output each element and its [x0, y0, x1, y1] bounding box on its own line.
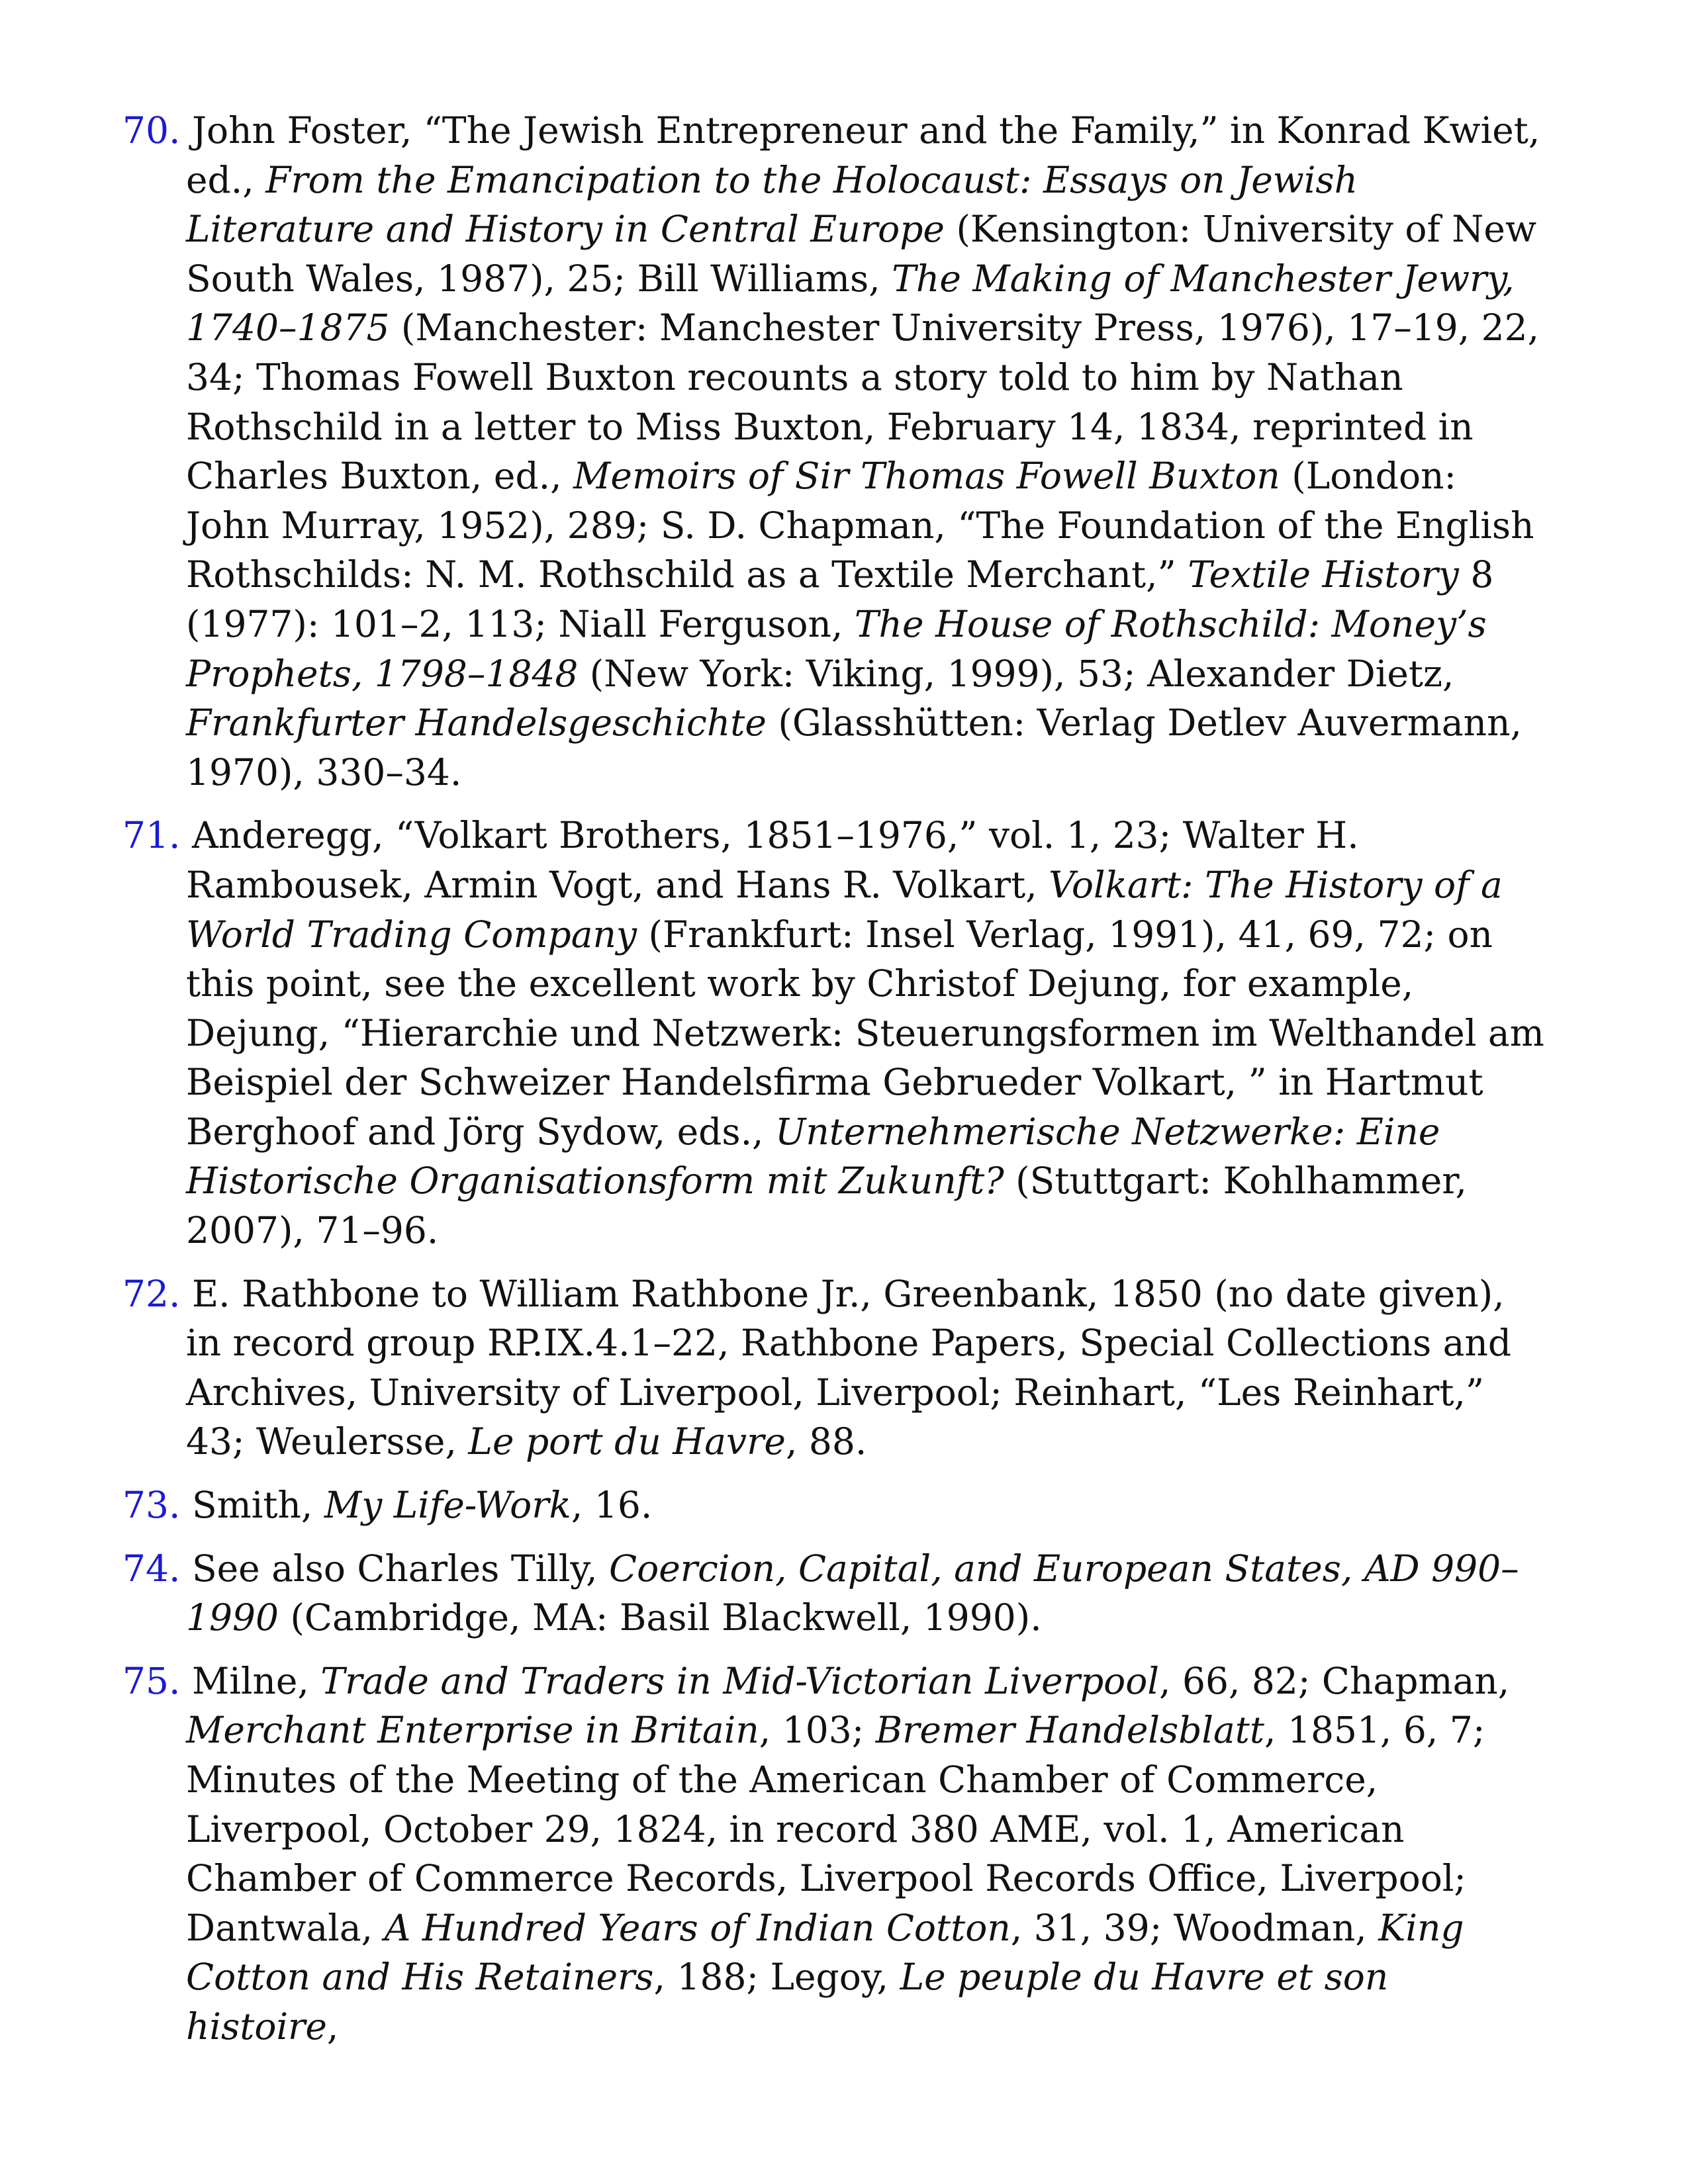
note-number-text[interactable]: 74.	[122, 1547, 181, 1590]
note-number-link[interactable]	[122, 1660, 180, 1702]
note-number-link[interactable]	[122, 1273, 180, 1315]
note-title: Frankfurter Handelsgeschichte	[186, 702, 767, 745]
note-number-link[interactable]	[122, 1547, 180, 1590]
note-title: Memoirs of Sir Thomas Fowell Buxton	[573, 455, 1280, 498]
note-text: ,	[326, 2005, 339, 2048]
note-text: See also Charles Tilly,	[180, 1547, 610, 1590]
note-text: Milne,	[180, 1659, 321, 1702]
note-text: , 1851, 6, 7; Minutes of the Meeting of the American Chamber of Commerce, Liverpool, October 29, 1824, in record 380 AME, vol. 1, American Chamber of Commerce Records, Liverpool Records Office, Liverpool; Dantwala,	[186, 1709, 1485, 1949]
note-title: The House of Rothschild: Money’s Prophets, 1798–1848	[186, 602, 1487, 695]
note-number-text[interactable]: 72.	[122, 1272, 181, 1315]
note-text: (Glasshütten: Verlag Detlev Auvermann, 1970), 330–34.	[186, 702, 1523, 794]
note-text: , 66, 82; Chapman,	[1159, 1659, 1510, 1702]
endnote-71	[122, 811, 1546, 1255]
note-text: (Frankfurt: Insel Verlag, 1991), 41, 69, 72; on this point, see the excellent work by Christof Dejung, for example, Dejung, “Hierarchie und Netzwerk: Steuerungsformen im Welthandel am Beispiel der Schweizer Handelsfirma Gebrueder Volkart, ” in Hartmut Berghoof and Jörg Sydow, eds.,	[186, 913, 1544, 1153]
note-text: , 188; Legoy,	[653, 1956, 900, 1999]
note-number-link[interactable]	[122, 109, 180, 152]
note-title: Textile History	[1188, 553, 1459, 596]
note-number-text[interactable]: 73.	[122, 1484, 181, 1527]
note-text: E. Rathbone to William Rathbone Jr., Greenbank, 1850 (no date given), in record group RP.IX.4.1–22, Rathbone Papers, Special Collections and Archives, University of Liverpool, Liverpool; Reinhart, “Les Reinhart,” 43; Weulersse,	[180, 1272, 1512, 1463]
note-title: From the Emancipation to the Holocaust: Essays on Jewish Literature and History in Central Europe	[186, 158, 1358, 251]
note-number-text[interactable]: 75.	[122, 1659, 181, 1702]
note-text: 8 (1977): 101–2, 113; Niall Ferguson,	[186, 553, 1494, 645]
endnote-72	[122, 1269, 1546, 1467]
note-text: Anderegg, “Volkart Brothers, 1851–1976,” vol. 1, 23; Walter H. Rambousek, Armin Vogt, and Hans R. Volkart,	[180, 814, 1359, 906]
note-text: , 31, 39; Woodman,	[1010, 1906, 1379, 1949]
note-number-text[interactable]: 71.	[122, 814, 181, 857]
note-text: (New York: Viking, 1999), 53; Alexander Dietz,	[578, 652, 1454, 695]
endnote-73	[122, 1480, 1546, 1530]
note-title: Volkart: The History of a World Trading Company	[186, 863, 1503, 956]
note-text: (Kensington: University of New South Wales, 1987), 25; Bill Williams,	[186, 208, 1537, 300]
endnote-74	[122, 1544, 1546, 1643]
note-title: Bremer Handelsblatt	[875, 1709, 1264, 1752]
note-title: Coercion, Capital, and European States, AD 990–1990	[186, 1547, 1519, 1639]
note-title: Merchant Enterprise in Britain	[186, 1709, 759, 1752]
endnote-70	[122, 106, 1546, 797]
note-text: , 103;	[759, 1709, 876, 1752]
note-title: My Life-Work	[324, 1484, 571, 1527]
note-title: Unternehmerische Netzwerke: Eine Historische Organisationsform mit Zukunft?	[186, 1110, 1440, 1203]
note-text: (Manchester: Manchester University Press, 1976), 17–19, 22, 34; Thomas Fowell Buxton recounts a story told to him by Nathan Rothschild in a letter to Miss Buxton, February 14, 1834, reprinted in Charles Buxton, ed.,	[186, 306, 1540, 498]
note-title: The Making of Manchester Jewry, 1740–1875	[186, 257, 1515, 349]
note-number-link[interactable]	[122, 1484, 180, 1526]
endnote-75	[122, 1657, 1546, 2052]
note-title: Trade and Traders in Mid-Victorian Liverpool	[320, 1659, 1160, 1702]
note-title: King Cotton and His Retainers	[186, 1906, 1464, 1999]
note-text: , 16.	[571, 1484, 653, 1527]
note-title: Le port du Havre	[468, 1420, 786, 1463]
note-text: John Foster, “The Jewish Entrepreneur and the Family,” in Konrad Kwiet, ed.,	[180, 109, 1540, 201]
note-text: , 88.	[785, 1420, 867, 1463]
note-title: A Hundred Years of Indian Cotton	[384, 1906, 1011, 1949]
note-text: (Cambridge, MA: Basil Blackwell, 1990).	[278, 1596, 1042, 1639]
note-title: Le peuple du Havre et son histoire	[186, 1956, 1389, 2048]
note-text: Smith,	[180, 1484, 324, 1527]
endnotes-page	[122, 106, 1546, 2066]
note-text: (London: John Murray, 1952), 289; S. D. Chapman, “The Foundation of the English Rothschilds: N. M. Rothschild as a Textile Merchant,”	[186, 455, 1534, 596]
note-number-link[interactable]	[122, 814, 180, 856]
note-text: (Stuttgart: Kohlhammer, 2007), 71–96.	[186, 1160, 1467, 1252]
note-number-text[interactable]: 70.	[122, 109, 181, 152]
